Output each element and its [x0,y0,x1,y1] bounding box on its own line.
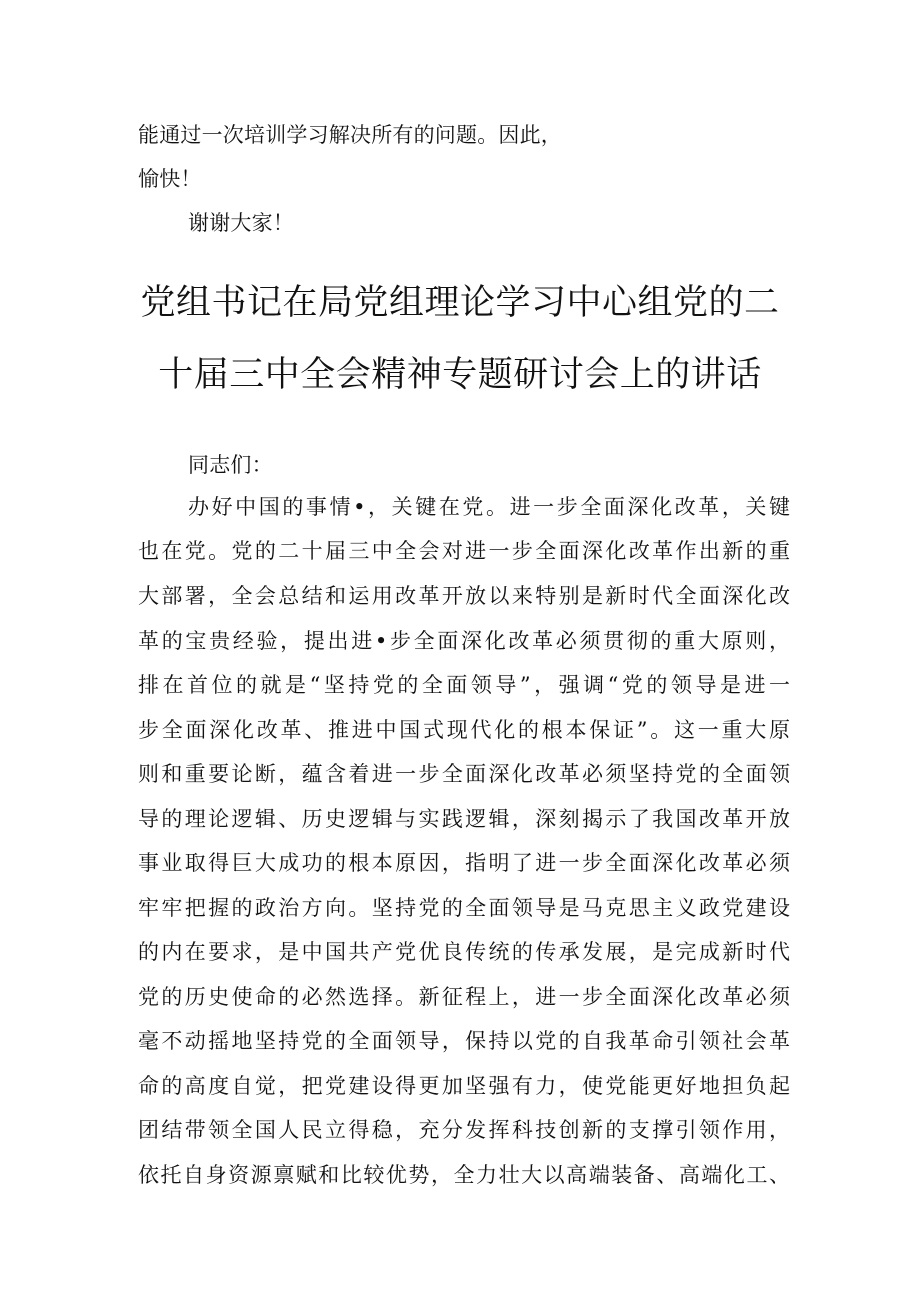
body-text-line: 大部署，全会总结和运用改革开放以来特别是新时代全面深化改 [138,584,790,608]
body-text-line: 革的宝贵经验，提出进•步全面深化改革必须贯彻的重大原则， [138,629,790,653]
body-text-line: 也在党。党的二十届三中全会对进一步全面深化改革作出新的重 [138,539,790,563]
salutation: 同志们： [188,453,273,477]
closing-thanks: 谢谢大家！ [188,211,294,235]
body-text-line: 导的理论逻辑、历史逻辑与实践逻辑，深刻揭示了我国改革开放 [138,807,790,831]
body-text-line: 则和重要论断，蕴含着进一步全面深化改革必须坚持党的全面领 [138,762,790,786]
body-text-line: 事业取得巨大成功的根本原因，指明了进一步全面深化改革必须 [138,851,790,875]
body-text-line: 党的历史使命的必然选择。新征程上，进一步全面深化改革必须 [138,985,790,1009]
body-text-line: 牢牢把握的政治方向。坚持党的全面领导是马克思主义政党建设 [138,896,790,920]
document-title-line-1: 党组书记在局党组理论学习中心组党的二 [140,283,780,323]
body-text-line: 步全面深化改革、推进中国式现代化的根本保证”。这一重大原 [138,718,790,742]
body-text-line: 办好中国的事情•，关键在党。进一步全面深化改革，关键 [188,495,790,519]
body-text-line: 排在首位的就是“坚持党的全面领导”，强调“党的领导是进一 [138,673,790,697]
body-text-line: 命的高度自觉，把党建设得更加坚强有力，使党能更好地担负起 [138,1074,790,1098]
body-text-line: 依托自身资源禀赋和比较优势，全力壮大以高端装备、高端化工、 [138,1163,790,1187]
body-text-line: 毫不动摇地坚持党的全面领导，保持以党的自我革命引领社会革 [138,1029,790,1053]
body-text-line: 团结带领全国人民立得稳，充分发挥科技创新的支撑引领作用， [138,1118,790,1142]
document-title-line-2: 十届三中全会精神专题研讨会上的讲话 [158,355,762,395]
preceding-text-line: 能通过一次培训学习解决所有的问题。因此， [138,123,562,147]
body-text-line: 的内在要求，是中国共产党优良传统的传承发展，是完成新时代 [138,940,790,964]
preceding-text-line: 愉快！ [138,167,202,191]
